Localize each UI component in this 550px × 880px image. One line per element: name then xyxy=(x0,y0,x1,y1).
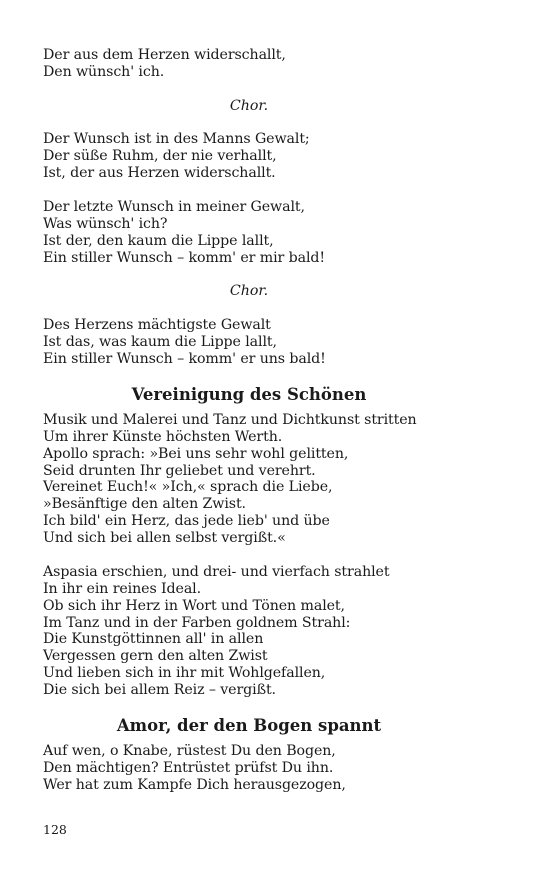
poem-title: Amor, der den Bogen spannt xyxy=(116,715,382,735)
stanza xyxy=(43,199,463,267)
verse-line: Die Kunstgöttinnen all' in allen xyxy=(43,631,264,648)
verse-line: Ist der, den kaum die Lippe lallt, xyxy=(43,232,274,249)
verse-line: Auf wen, o Knabe, rüstest Du den Bogen, xyxy=(43,742,336,759)
verse-line: Den mächtigen? Entrüstet prüfst Du ihn. xyxy=(43,759,334,776)
verse-line: Vergessen gern den alten Zwist xyxy=(43,648,268,665)
verse-line: Was wünsch' ich? xyxy=(43,215,168,232)
verse-line: Ob sich ihr Herz in Wort und Tönen malet, xyxy=(43,597,345,614)
verse-line: Der aus dem Herzen widerschallt, xyxy=(43,47,286,63)
verse-line: Aspasia erschien, und drei- und vierfach strahlet xyxy=(43,563,390,580)
verse-line: Wer hat zum Kampfe Dich herausgezogen, xyxy=(43,776,346,793)
verse-line: »Besänftige den alten Zwist. xyxy=(43,496,246,513)
stanza xyxy=(43,47,463,81)
stanza xyxy=(43,743,463,794)
stanza xyxy=(43,412,463,547)
verse-line: Um ihrer Künste höchsten Werth. xyxy=(43,428,283,445)
verse-line: Ist, der aus Herzen widerschallt. xyxy=(43,165,276,182)
verse-line: Der Wunsch ist in des Manns Gewalt; xyxy=(43,131,310,148)
verse-line: Vereinet Euch!« »Ich,« sprach die Liebe, xyxy=(43,479,333,496)
verse-line: Den wünsch' ich. xyxy=(43,63,165,80)
stanza xyxy=(43,131,463,182)
verse-line: Ich bild' ein Herz, das jede lieb' und übe xyxy=(43,513,330,530)
verse-line: Und lieben sich in ihr mit Wohlgefallen, xyxy=(43,665,326,682)
verse-line: Seid drunten Ihr geliebet und verehrt. xyxy=(43,462,316,479)
stanza xyxy=(43,564,463,699)
verse-line: Apollo sprach: »Bei uns sehr wohl gelitten, xyxy=(43,445,349,462)
chorus-marker: Chor. xyxy=(229,97,269,114)
chorus-marker: Chor. xyxy=(229,283,269,300)
verse-line: Der süße Ruhm, der nie verhallt, xyxy=(43,148,277,165)
verse-line: Im Tanz und in der Farben goldnem Strahl: xyxy=(43,614,351,631)
page-number: 128 xyxy=(43,822,67,837)
verse-line: In ihr ein reines Ideal. xyxy=(43,580,202,597)
verse-line: Ein stiller Wunsch – komm' er mir bald! xyxy=(43,249,325,266)
stanza xyxy=(43,317,463,368)
verse-line: Der letzte Wunsch in meiner Gewalt, xyxy=(43,199,305,216)
page-body xyxy=(43,47,463,794)
verse-line: Ist das, was kaum die Lippe lallt, xyxy=(43,334,277,351)
verse-line: Die sich bei allem Reiz – vergißt. xyxy=(43,682,276,699)
verse-line: Musik und Malerei und Tanz und Dichtkunst stritten xyxy=(43,411,417,428)
verse-line: Und sich bei allen selbst vergißt.« xyxy=(43,530,286,547)
verse-line: Ein stiller Wunsch – komm' er uns bald! xyxy=(43,351,326,368)
poem-title: Vereinigung des Schönen xyxy=(131,384,367,404)
verse-line: Des Herzens mächtigste Gewalt xyxy=(43,317,271,334)
